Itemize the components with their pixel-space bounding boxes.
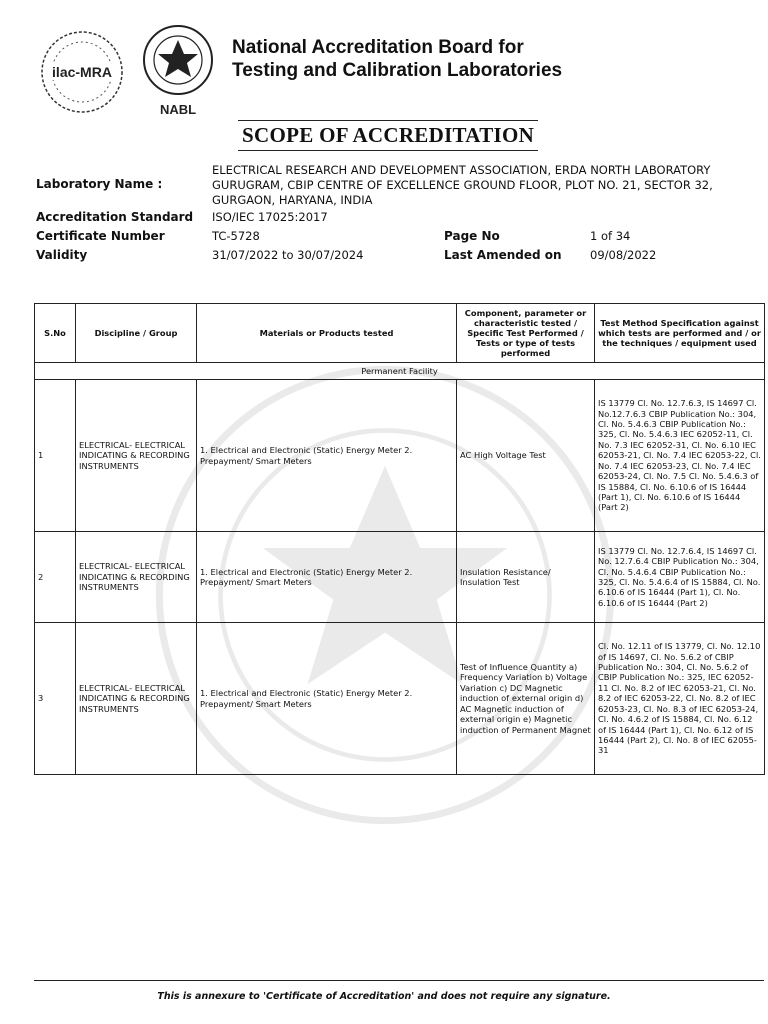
row-method: IS 13779 Cl. No. 12.7.6.4, IS 14697 Cl. No. 12.7.6.4 CBIP Publication No.: 304, Cl. No. 5.4.6.4 CBIP Publication No.: 325, Cl. No. 5.4.6.4 of IS 15884, Cl. No. 6.10.6 of IS 16444 (Part 1), Cl. No. 6.10.6 of IS 16444 (Part 2) bbox=[595, 532, 765, 623]
nabl-logo bbox=[138, 22, 218, 122]
table-row bbox=[35, 532, 765, 623]
scope-table bbox=[34, 303, 765, 775]
org-name-line1: National Accreditation Board for bbox=[232, 37, 524, 58]
row-method: IS 13779 Cl. No. 12.7.6.3, IS 14697 Cl. No.12.7.6.3 CBIP Publication No.: 304, Cl. No. 5.4.6.3 CBIP Publication No.: 325, Cl. No. 5.4.6.3 IEC 62052-11, Cl. No. 7.3 IEC 62052-31, Cl. No. 6.10 IEC 62053-21, Cl. No. 7.4 IEC 62053-22, Cl. No. 7.4 IEC 62053-23, Cl. No. 7.4 IEC 62053-24, Cl. No. 7.5 Cl. No. 5.4.6.3 of IS 15884, Cl. No. 6.10.6 of IS 16444 (Part 1), Cl. No. 6.10.6 of IS 16444 (Part 2) bbox=[595, 380, 765, 532]
lab-name-line2: GURUGRAM, CBIP CENTRE OF EXCELLENCE GROUND FLOOR, PLOT NO. 21, SECTOR 32, bbox=[212, 178, 713, 192]
footer-note: This is annexure to 'Certificate of Accreditation' and does not require any signature. bbox=[157, 991, 611, 1002]
row-materials: 1. Electrical and Electronic (Static) Energy Meter 2. Prepayment/ Smart Meters bbox=[197, 380, 457, 532]
facility-label: Permanent Facility bbox=[35, 363, 765, 380]
certificate-value: TC-5728 bbox=[212, 229, 260, 243]
facility-row bbox=[35, 363, 765, 380]
header-sno: S.No bbox=[35, 304, 76, 363]
scope-title: SCOPE OF ACCREDITATION bbox=[238, 120, 538, 151]
org-name bbox=[232, 36, 562, 82]
header-discipline: Discipline / Group bbox=[76, 304, 197, 363]
row-discipline: ELECTRICAL- ELECTRICAL INDICATING & RECORDING INSTRUMENTS bbox=[76, 380, 197, 532]
svg-text:ilac-MRA: ilac-MRA bbox=[52, 64, 112, 80]
svg-text:NABL: NABL bbox=[159, 102, 197, 117]
page-no-label: Page No bbox=[444, 229, 500, 243]
row-component: Insulation Resistance/ Insulation Test bbox=[457, 532, 595, 623]
header-materials: Materials or Products tested bbox=[197, 304, 457, 363]
standard-label: Accreditation Standard bbox=[36, 210, 194, 224]
standard-value: ISO/IEC 17025:2017 bbox=[212, 210, 328, 224]
row-sno: 1 bbox=[35, 380, 76, 532]
row-sno: 3 bbox=[35, 623, 76, 775]
row-component: AC High Voltage Test bbox=[457, 380, 595, 532]
table-row bbox=[35, 380, 765, 532]
header-component: Component, parameter or characteristic tested / Specific Test Performed / Tests or type of tests performed bbox=[457, 304, 595, 363]
table-row bbox=[35, 623, 765, 775]
validity-value: 31/07/2022 to 30/07/2024 bbox=[212, 248, 364, 262]
last-amended-label: Last Amended on bbox=[444, 248, 562, 262]
row-materials: 1. Electrical and Electronic (Static) Energy Meter 2. Prepayment/ Smart Meters bbox=[197, 532, 457, 623]
lab-name-line3: GURGAON, HARYANA, INDIA bbox=[212, 193, 373, 207]
certificate-label: Certificate Number bbox=[36, 229, 165, 243]
last-amended-value: 09/08/2022 bbox=[590, 248, 657, 262]
row-materials: 1. Electrical and Electronic (Static) Energy Meter 2. Prepayment/ Smart Meters bbox=[197, 623, 457, 775]
validity-label: Validity bbox=[36, 248, 88, 262]
footer-divider bbox=[34, 980, 764, 981]
lab-name-line1: ELECTRICAL RESEARCH AND DEVELOPMENT ASSOCIATION, ERDA NORTH LABORATORY bbox=[212, 163, 711, 177]
lab-name-label: Laboratory Name : bbox=[36, 177, 163, 191]
ilac-mra-logo bbox=[38, 28, 126, 116]
table-header-row bbox=[35, 304, 765, 363]
row-discipline: ELECTRICAL- ELECTRICAL INDICATING & RECORDING INSTRUMENTS bbox=[76, 532, 197, 623]
row-method: Cl. No. 12.11 of IS 13779, Cl. No. 12.10 of IS 14697, Cl. No. 5.6.2 of CBIP Publication No.: 304, Cl. No. 5.6.2 of CBIP Publication No.: 325, IEC 62052-11 Cl. No. 8.2 of IEC 62053-21, Cl. No. 8.2 of IEC 62053-22, Cl. No. 8.2 of IEC 62053-23, Cl. No. 8.3 of IEC 62053-24, Cl. No. 4.6.2 of IS 15884, Cl. No. 6.12 of IS 16444 (Part 1), Cl. No. 6.12 of IS 16444 (Part 2), Cl. No. 8 of IEC 62055-31 bbox=[595, 623, 765, 775]
header-method: Test Method Specification against which tests are performed and / or the techniques / equipment used bbox=[595, 304, 765, 363]
lab-name-value bbox=[212, 163, 762, 208]
org-name-line2: Testing and Calibration Laboratories bbox=[232, 60, 563, 81]
row-sno: 2 bbox=[35, 532, 76, 623]
row-component: Test of Influence Quantity a) Frequency Variation b) Voltage Variation c) DC Magnetic induction of external origin d) AC Magnetic induction of external origin e) Magnetic induction of Permanent Magnet bbox=[457, 623, 595, 775]
page-no-value: 1 of 34 bbox=[590, 229, 631, 243]
row-discipline: ELECTRICAL- ELECTRICAL INDICATING & RECORDING INSTRUMENTS bbox=[76, 623, 197, 775]
